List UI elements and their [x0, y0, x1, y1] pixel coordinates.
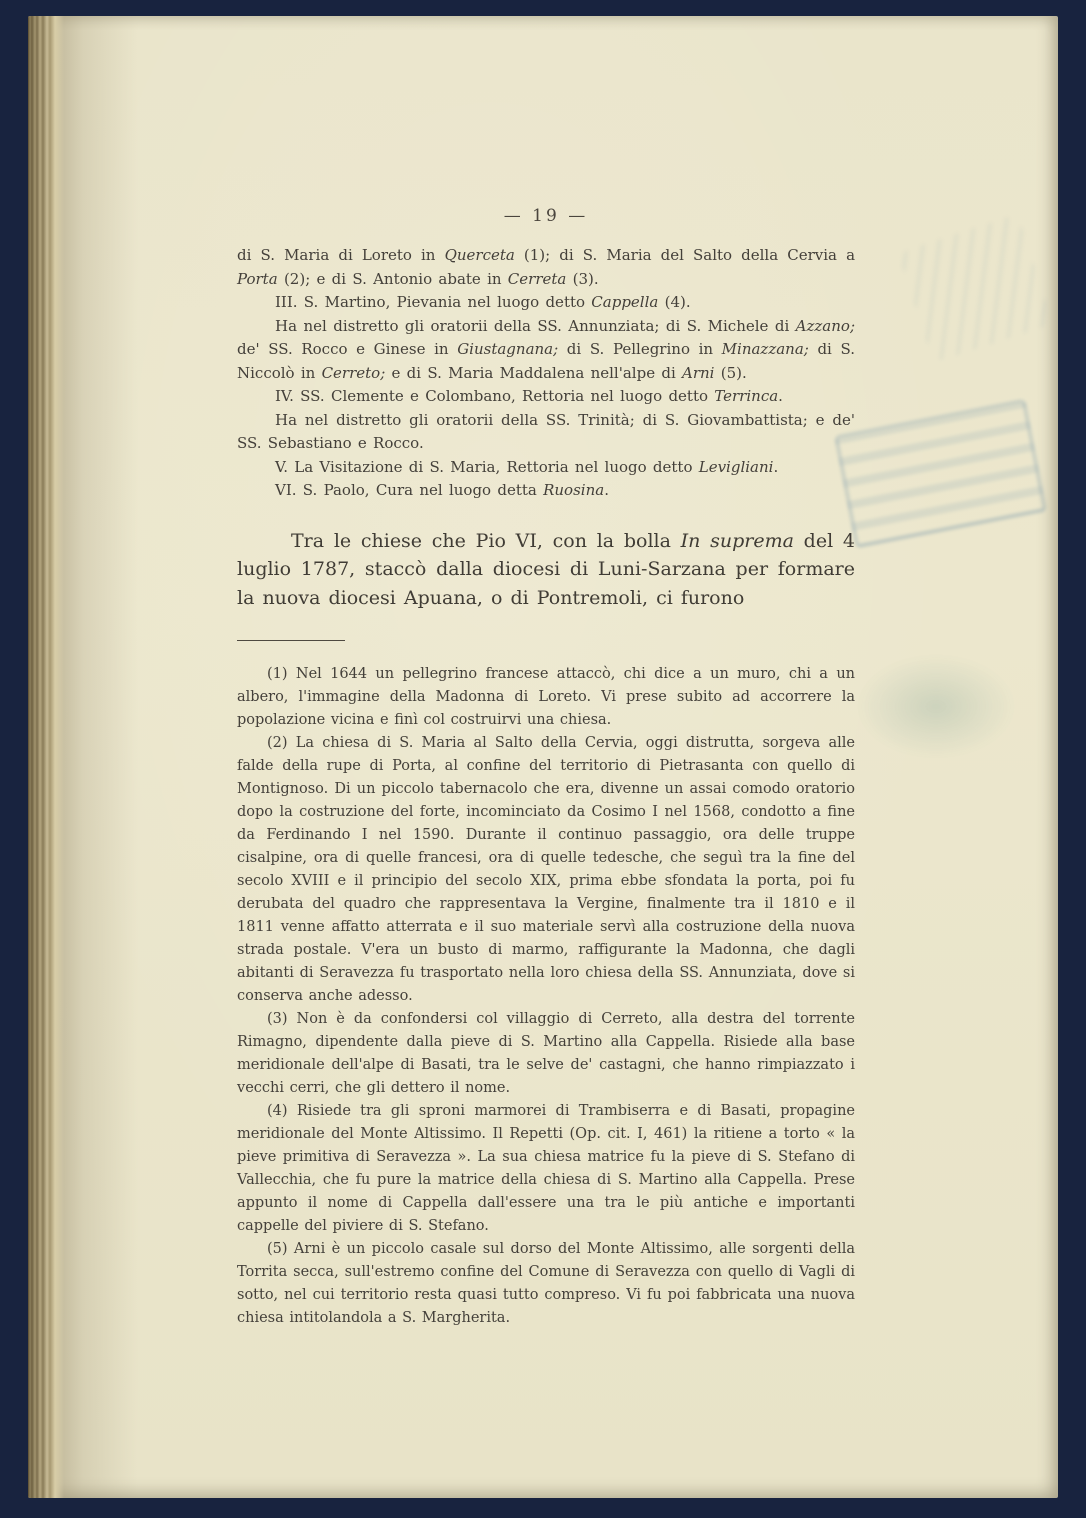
- text-segment: di S. Maria di Loreto in: [237, 246, 445, 264]
- body-paragraph: [237, 244, 855, 291]
- faint-ink-stamp-script-icon: [898, 215, 1052, 363]
- text-segment: (5) Arni è un piccolo casale sul dorso del Monte Altissimo, alle sorgenti della Torrita secca, sull'estremo confine del Comune di Seravezza con quello di Vagli di sotto, nel cui territorio resta quasi tutto compreso. Vi fu poi fabbricata una nuova chiesa intitolandola a S. Margherita.: [237, 1241, 855, 1326]
- italic-text-segment: Minazzana;: [721, 340, 809, 358]
- faint-ink-stamp-rectangle-icon: [834, 398, 1047, 548]
- italic-text-segment: Terrinca: [714, 387, 779, 405]
- italic-text-segment: In suprema: [680, 529, 794, 552]
- footnote: [237, 663, 855, 732]
- text-segment: de' SS. Rocco e Ginese in: [237, 340, 458, 358]
- text-segment: III. S. Martino, Pievania nel luogo detto: [275, 293, 592, 311]
- body-paragraph: [237, 291, 855, 315]
- faint-ink-stamp-round-icon: [856, 654, 1016, 759]
- text-segment: del 4 luglio 1787, staccò dalla diocesi di Luni-Sarzana per formare la nuova diocesi Apuana, o di Pontremoli, ci furono: [237, 529, 855, 609]
- book-page: [28, 16, 1058, 1498]
- text-segment: IV. SS. Clemente e Colombano, Rettoria nel luogo detto: [275, 387, 715, 405]
- italic-text-segment: Giustagnana;: [457, 340, 559, 358]
- italic-text-segment: Ruosina: [543, 481, 605, 499]
- text-segment: (3) Non è da confondersi col villaggio di Cerreto, alla destra del torrente Rimagno, dipendente dalla pieve di S. Martino alla Cappella. Risiede alla base meridionale dell'alpe di Basati, tra le selve de' castagni, che hanno rimpiazzato i vecchi cerri, che gli dettero il nome.: [237, 1011, 855, 1096]
- text-segment: V. La Visitazione di S. Maria, Rettoria nel luogo detto: [275, 457, 699, 476]
- text-segment: VI. S. Paolo, Cura nel luogo detta: [275, 481, 544, 499]
- text-segment: .: [778, 387, 783, 405]
- book-binding-edge: [28, 16, 138, 1498]
- italic-text-segment: Levigliani: [698, 457, 774, 476]
- body-paragraph: [237, 527, 855, 613]
- text-segment: di S. Pellegrino in: [558, 340, 722, 358]
- text-segment: (3).: [566, 269, 599, 288]
- footnote: [237, 1238, 855, 1330]
- body-paragraph: [237, 479, 855, 503]
- text-segment: di S. Niccolò in: [237, 340, 855, 382]
- text-segment: Ha nel distretto gli oratorii della SS. Trinità; di S. Giovambattista; e de' SS. Sebastiano e Rocco.: [237, 410, 855, 452]
- italic-text-segment: Arni: [682, 363, 715, 382]
- text-segment: e di S. Maria Maddalena nell'alpe di: [385, 363, 683, 382]
- text-segment: (1) Nel 1644 un pellegrino francese attaccò, chi dice a un muro, chi a un albero, l'immagine della Madonna di Loreto. Vi prese subito ad accorrere la popolazione vicina e finì col costruirvi una chiesa.: [237, 666, 855, 728]
- italic-text-segment: Querceta: [444, 246, 515, 264]
- italic-text-segment: Cerreta: [507, 269, 567, 288]
- body-paragraph: [237, 385, 855, 409]
- footnote: [237, 1008, 855, 1100]
- body-text: [237, 244, 855, 612]
- body-paragraph: [237, 315, 855, 386]
- text-segment: .: [604, 481, 609, 499]
- text-segment: (5).: [714, 363, 747, 382]
- footnotes: [237, 663, 855, 1330]
- italic-text-segment: Cerreto;: [321, 363, 386, 382]
- text-segment: (1); di S. Maria del Salto della Cervia a: [514, 246, 856, 264]
- footnote: [237, 732, 855, 1008]
- text-block: [237, 206, 855, 1330]
- body-paragraph: [237, 456, 855, 480]
- footnote-separator-rule: [237, 640, 345, 641]
- text-segment: (4).: [658, 293, 691, 311]
- text-segment: (2); e di S. Antonio abate in: [277, 269, 508, 288]
- page-number: — 19 —: [503, 206, 589, 226]
- italic-text-segment: Porta: [237, 269, 278, 288]
- text-segment: (4) Risiede tra gli sproni marmorei di Trambiserra e di Basati, propagine meridionale del Monte Altissimo. Il Repetti (Op. cit. I, 461) la ritiene a torto « la pieve primitiva di Seravezza ». La sua chiesa matrice fu la pieve di S. Stefano di Vallecchia, che fu pure la matrice della chiesa di S. Martino alla Cappella. Prese appunto il nome di Cappella dall'essere una tra le più antiche e importanti cappelle del piviere di S. Stefano.: [237, 1103, 855, 1234]
- italic-text-segment: Cappella: [591, 293, 659, 311]
- text-segment: (2) La chiesa di S. Maria al Salto della Cervia, oggi distrutta, sorgeva alle falde della rupe di Porta, al confine del territorio di Pietrasanta con quello di Montignoso. Di un piccolo tabernacolo che era, divenne un assai comodo oratorio dopo la costruzione del forte, incominciato da Cosimo I nel 1568, condotto a fine da Ferdinando I nel 1590. Durante il continuo passaggio, ora delle truppe cisalpine, ora di quelle francesi, ora di quelle tedesche, che seguì tra la fine del secolo XVIII e il principio del secolo XIX, prima ebbe sfondata la porta, poi fu derubata del quadro che rappresentava la Vergine, finalmente tra il 1810 e il 1811 venne affatto atterrata e il suo materiale servì alla costruzione della nuova strada postale. V'era un busto di marmo, raffigurante la Madonna, che dagli abitanti di Seravezza fu trasportato nella loro chiesa della SS. Annunziata, dove si conserva anche adesso.: [237, 735, 855, 1004]
- body-paragraph: [237, 409, 855, 456]
- text-segment: .: [773, 457, 779, 476]
- footnote: [237, 1100, 855, 1238]
- text-segment: Ha nel distretto gli oratorii della SS. Annunziata; di S. Michele di: [275, 316, 796, 335]
- text-segment: Tra le chiese che Pio VI, con la bolla: [291, 529, 681, 552]
- italic-text-segment: Azzano;: [795, 316, 855, 335]
